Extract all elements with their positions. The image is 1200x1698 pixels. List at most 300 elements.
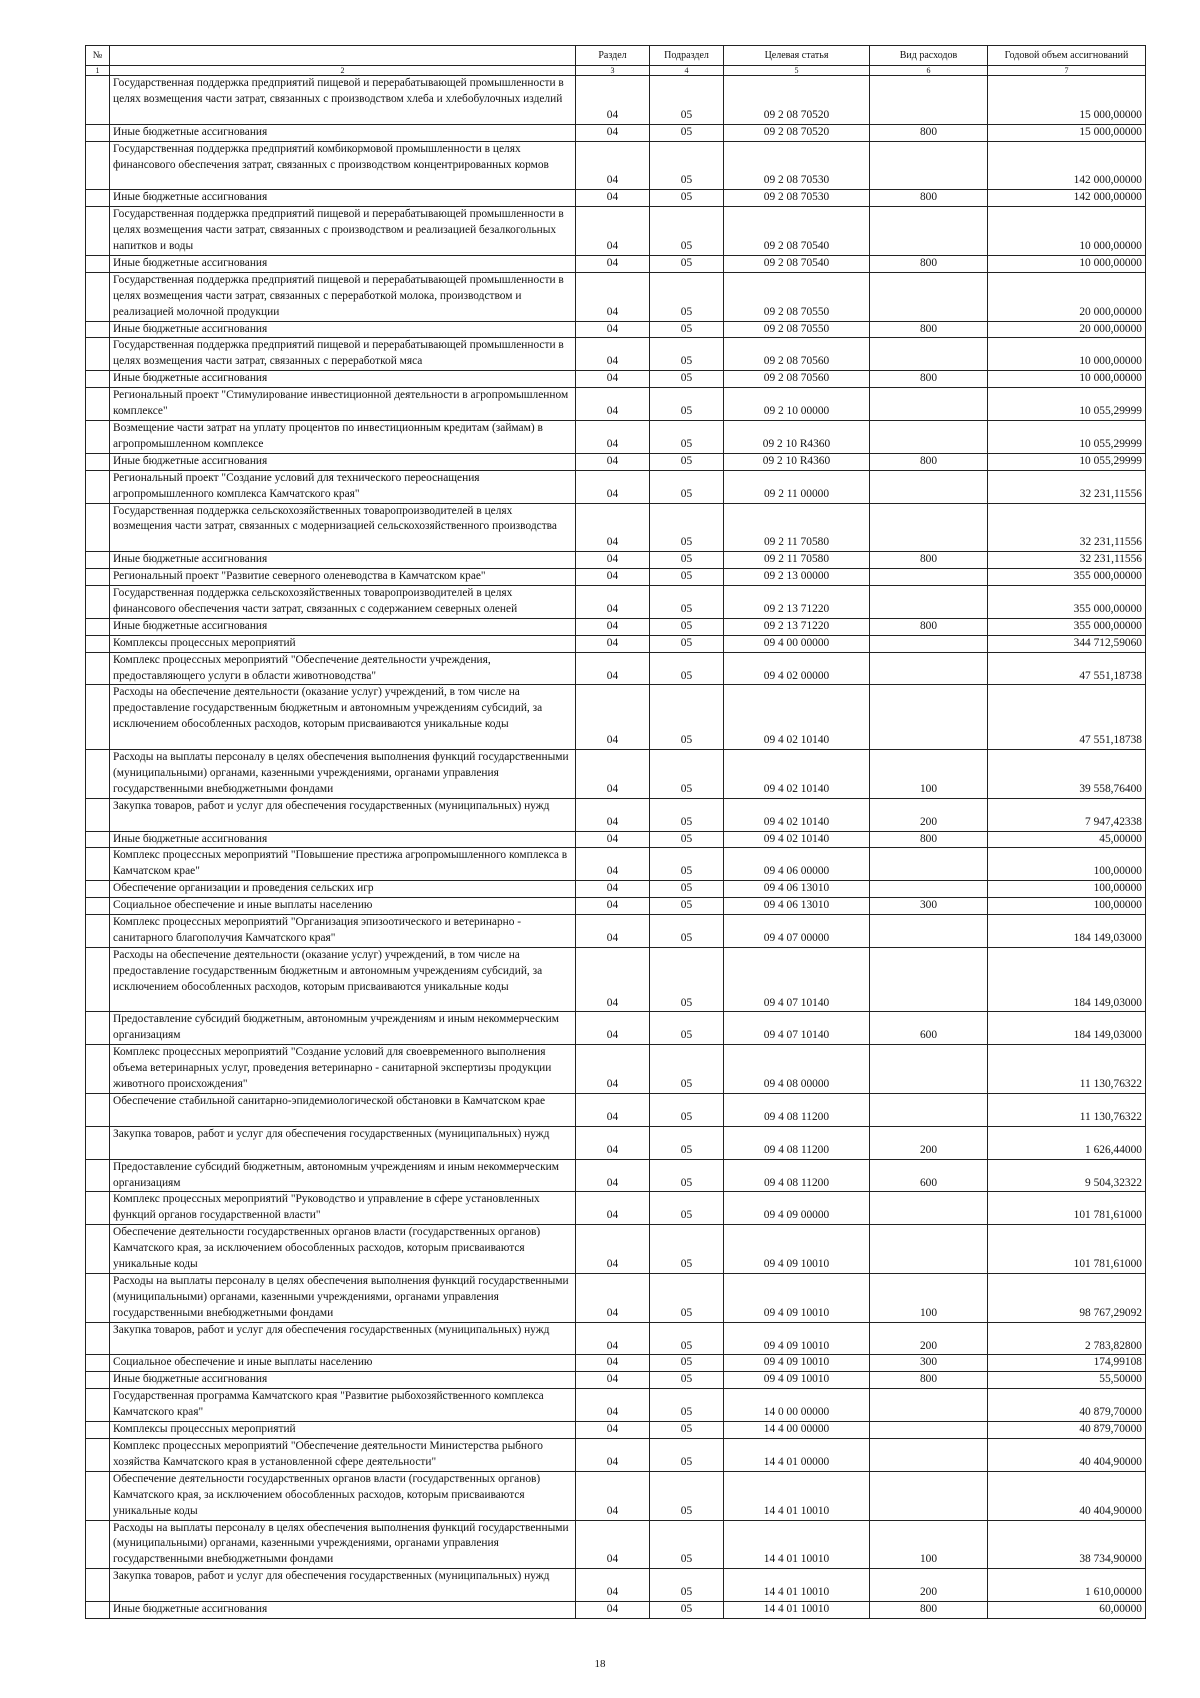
row-razdel-cell: 04 — [576, 569, 650, 586]
row-expense-type-cell — [870, 915, 988, 948]
table-row — [86, 552, 1146, 569]
row-name-cell: Региональный проект "Создание условий для технического переоснащения агропромышленного комплекса Камчатского края" — [110, 470, 576, 503]
row-razdel-cell: 04 — [576, 207, 650, 256]
header-col-number: 4 — [650, 66, 724, 76]
row-razdel-cell: 04 — [576, 1355, 650, 1372]
row-amount-cell: 344 712,59060 — [988, 635, 1146, 652]
row-name-cell: Комплекс процессных мероприятий "Обеспечение деятельности учреждения, предоставляющего услуги в области животноводства" — [110, 652, 576, 685]
table-row — [86, 685, 1146, 750]
row-razdel-cell: 04 — [576, 848, 650, 881]
row-amount-cell: 32 231,11556 — [988, 470, 1146, 503]
row-amount-cell: 174,99108 — [988, 1355, 1146, 1372]
row-expense-type-cell — [870, 272, 988, 321]
row-expense-type-cell: 800 — [870, 552, 988, 569]
row-number-cell — [86, 915, 110, 948]
row-razdel-cell: 04 — [576, 552, 650, 569]
row-target-article-cell: 09 4 07 10140 — [724, 947, 870, 1012]
row-number-cell — [86, 1159, 110, 1192]
row-razdel-cell: 04 — [576, 1569, 650, 1602]
header-annual-amount: Годовой объем ассигнований — [988, 46, 1146, 66]
table-row — [86, 190, 1146, 207]
row-expense-type-cell: 200 — [870, 1569, 988, 1602]
table-row — [86, 569, 1146, 586]
row-expense-type-cell: 200 — [870, 1322, 988, 1355]
row-number-cell — [86, 1439, 110, 1472]
row-podrazdel-cell: 05 — [650, 1012, 724, 1045]
row-amount-cell: 39 558,76400 — [988, 750, 1146, 799]
table-row — [86, 272, 1146, 321]
row-target-article-cell: 09 4 02 10140 — [724, 750, 870, 799]
table-row — [86, 420, 1146, 453]
row-number-cell — [86, 618, 110, 635]
row-number-cell — [86, 1372, 110, 1389]
row-expense-type-cell: 800 — [870, 618, 988, 635]
row-number-cell — [86, 569, 110, 586]
row-razdel-cell: 04 — [576, 1094, 650, 1127]
row-expense-type-cell — [870, 685, 988, 750]
row-amount-cell: 184 149,03000 — [988, 1012, 1146, 1045]
header-col-number: 2 — [110, 66, 576, 76]
table-row — [86, 388, 1146, 421]
row-expense-type-cell: 800 — [870, 124, 988, 141]
row-name-cell: Иные бюджетные ассигнования — [110, 190, 576, 207]
row-name-cell: Возмещение части затрат на уплату процентов по инвестиционным кредитам (займам) в агропромышленном комплексе — [110, 420, 576, 453]
table-row — [86, 1012, 1146, 1045]
row-amount-cell: 11 130,76322 — [988, 1094, 1146, 1127]
row-amount-cell: 11 130,76322 — [988, 1045, 1146, 1094]
row-razdel-cell: 04 — [576, 685, 650, 750]
table-body — [86, 76, 1146, 1619]
header-podrazdel: Подраздел — [650, 46, 724, 66]
header-col-number: 3 — [576, 66, 650, 76]
row-expense-type-cell — [870, 1045, 988, 1094]
row-razdel-cell: 04 — [576, 915, 650, 948]
row-expense-type-cell: 800 — [870, 453, 988, 470]
row-number-cell — [86, 1045, 110, 1094]
row-number-cell — [86, 652, 110, 685]
row-podrazdel-cell: 05 — [650, 338, 724, 371]
row-podrazdel-cell: 05 — [650, 831, 724, 848]
row-expense-type-cell — [870, 635, 988, 652]
row-number-cell — [86, 321, 110, 338]
row-name-cell: Иные бюджетные ассигнования — [110, 618, 576, 635]
row-expense-type-cell — [870, 338, 988, 371]
row-name-cell: Социальное обеспечение и иные выплаты населению — [110, 898, 576, 915]
row-target-article-cell: 09 4 06 13010 — [724, 898, 870, 915]
row-name-cell: Предоставление субсидий бюджетным, автономным учреждениям и иным некоммерческим организациям — [110, 1012, 576, 1045]
table-row — [86, 338, 1146, 371]
row-podrazdel-cell: 05 — [650, 750, 724, 799]
row-podrazdel-cell: 05 — [650, 1094, 724, 1127]
row-amount-cell: 32 231,11556 — [988, 552, 1146, 569]
table-row — [86, 124, 1146, 141]
row-amount-cell: 100,00000 — [988, 848, 1146, 881]
header-expense-type: Вид расходов — [870, 46, 988, 66]
row-expense-type-cell: 100 — [870, 1520, 988, 1569]
header-row — [86, 46, 1146, 66]
row-name-cell: Комплекс процессных мероприятий "Повышение престижа агропромышленного комплекса в Камчатском крае" — [110, 848, 576, 881]
row-name-cell: Предоставление субсидий бюджетным, автономным учреждениям и иным некоммерческим организациям — [110, 1159, 576, 1192]
table-row — [86, 618, 1146, 635]
row-number-cell — [86, 338, 110, 371]
row-razdel-cell: 04 — [576, 190, 650, 207]
row-podrazdel-cell: 05 — [650, 1372, 724, 1389]
row-podrazdel-cell: 05 — [650, 1192, 724, 1225]
row-target-article-cell: 09 4 06 13010 — [724, 881, 870, 898]
row-target-article-cell: 14 4 01 10010 — [724, 1471, 870, 1520]
row-name-cell: Иные бюджетные ассигнования — [110, 1602, 576, 1619]
row-podrazdel-cell: 05 — [650, 141, 724, 190]
row-name-cell: Региональный проект "Развитие северного оленеводства в Камчатском крае" — [110, 569, 576, 586]
table-row — [86, 321, 1146, 338]
row-target-article-cell: 09 2 08 70550 — [724, 272, 870, 321]
table-row — [86, 881, 1146, 898]
table-row — [86, 1389, 1146, 1422]
row-podrazdel-cell: 05 — [650, 76, 724, 125]
row-target-article-cell: 09 2 10 R4360 — [724, 453, 870, 470]
row-target-article-cell: 09 4 09 10010 — [724, 1372, 870, 1389]
row-target-article-cell: 09 2 08 70550 — [724, 321, 870, 338]
row-razdel-cell: 04 — [576, 503, 650, 552]
row-name-cell: Комплекс процессных мероприятий "Создание условий для своевременного выполнения объема ветеринарных услуг, проведения ветеринарно - санитарной экспертизы продукции животного происхождения" — [110, 1045, 576, 1094]
header-col-number: 1 — [86, 66, 110, 76]
row-number-cell — [86, 1094, 110, 1127]
row-razdel-cell: 04 — [576, 388, 650, 421]
row-number-cell — [86, 881, 110, 898]
row-podrazdel-cell: 05 — [650, 1520, 724, 1569]
row-amount-cell: 47 551,18738 — [988, 685, 1146, 750]
row-amount-cell: 184 149,03000 — [988, 947, 1146, 1012]
row-amount-cell: 40 879,70000 — [988, 1422, 1146, 1439]
table-row — [86, 76, 1146, 125]
row-name-cell: Государственная поддержка предприятий комбикормовой промышленности в целях финансового обеспечения затрат, связанных с производством концентрированных кормов — [110, 141, 576, 190]
row-amount-cell: 10 000,00000 — [988, 338, 1146, 371]
header-target-article: Целевая статья — [724, 46, 870, 66]
row-target-article-cell: 14 0 00 00000 — [724, 1389, 870, 1422]
row-expense-type-cell — [870, 1389, 988, 1422]
row-podrazdel-cell: 05 — [650, 915, 724, 948]
row-target-article-cell: 09 4 08 00000 — [724, 1045, 870, 1094]
row-name-cell: Государственная поддержка предприятий пищевой и перерабатывающей промышленности в целях возмещения части затрат, связанных с производством и реализацией безалкогольных напитков и воды — [110, 207, 576, 256]
table-row — [86, 1192, 1146, 1225]
row-podrazdel-cell: 05 — [650, 1439, 724, 1472]
row-name-cell: Государственная поддержка предприятий пищевой и перерабатывающей промышленности в целях возмещения части затрат, связанных с переработкой мяса — [110, 338, 576, 371]
row-expense-type-cell: 800 — [870, 1372, 988, 1389]
table-row — [86, 848, 1146, 881]
row-razdel-cell: 04 — [576, 1045, 650, 1094]
row-expense-type-cell: 300 — [870, 898, 988, 915]
table-row — [86, 1471, 1146, 1520]
table-row — [86, 1126, 1146, 1159]
row-name-cell: Комплекс процессных мероприятий "Обеспечение деятельности Министерства рыбного хозяйства Камчатского края в установленной сфере деятельности" — [110, 1439, 576, 1472]
header-razdel: Раздел — [576, 46, 650, 66]
row-number-cell — [86, 1389, 110, 1422]
table-row — [86, 1520, 1146, 1569]
row-name-cell: Иные бюджетные ассигнования — [110, 255, 576, 272]
row-expense-type-cell — [870, 586, 988, 619]
row-amount-cell: 20 000,00000 — [988, 321, 1146, 338]
row-amount-cell: 1 626,44000 — [988, 1126, 1146, 1159]
row-name-cell: Государственная поддержка предприятий пищевой и перерабатывающей промышленности в целях возмещения части затрат, связанных с переработкой молока, производством и реализацией молочной продукции — [110, 272, 576, 321]
row-podrazdel-cell: 05 — [650, 586, 724, 619]
row-amount-cell: 142 000,00000 — [988, 141, 1146, 190]
row-amount-cell: 15 000,00000 — [988, 76, 1146, 125]
row-target-article-cell: 09 4 06 00000 — [724, 848, 870, 881]
table-row — [86, 915, 1146, 948]
row-podrazdel-cell: 05 — [650, 685, 724, 750]
row-name-cell: Обеспечение организации и проведения сельских игр — [110, 881, 576, 898]
row-amount-cell: 10 055,29999 — [988, 388, 1146, 421]
row-number-cell — [86, 388, 110, 421]
row-target-article-cell: 09 4 02 10140 — [724, 685, 870, 750]
table-row — [86, 798, 1146, 831]
row-number-cell — [86, 272, 110, 321]
row-target-article-cell: 09 2 10 R4360 — [724, 420, 870, 453]
table-row — [86, 1569, 1146, 1602]
row-amount-cell: 10 055,29999 — [988, 420, 1146, 453]
row-target-article-cell: 09 4 09 10010 — [724, 1355, 870, 1372]
row-podrazdel-cell: 05 — [650, 898, 724, 915]
row-amount-cell: 2 783,82800 — [988, 1322, 1146, 1355]
row-expense-type-cell — [870, 1422, 988, 1439]
row-razdel-cell: 04 — [576, 1225, 650, 1274]
row-podrazdel-cell: 05 — [650, 1159, 724, 1192]
row-number-cell — [86, 848, 110, 881]
row-expense-type-cell — [870, 1094, 988, 1127]
row-target-article-cell: 09 4 02 00000 — [724, 652, 870, 685]
row-amount-cell: 10 055,29999 — [988, 453, 1146, 470]
row-number-cell — [86, 420, 110, 453]
row-podrazdel-cell: 05 — [650, 503, 724, 552]
row-amount-cell: 20 000,00000 — [988, 272, 1146, 321]
header-number: № — [86, 46, 110, 66]
row-expense-type-cell — [870, 947, 988, 1012]
row-expense-type-cell — [870, 569, 988, 586]
row-razdel-cell: 04 — [576, 76, 650, 125]
row-number-cell — [86, 503, 110, 552]
row-name-cell: Социальное обеспечение и иные выплаты населению — [110, 1355, 576, 1372]
row-number-cell — [86, 1273, 110, 1322]
row-expense-type-cell — [870, 1471, 988, 1520]
row-amount-cell: 98 767,29092 — [988, 1273, 1146, 1322]
table-row — [86, 1439, 1146, 1472]
row-name-cell: Обеспечение деятельности государственных органов власти (государственных органов) Камчатского края, за исключением обособленных расходов, которым присваиваются уникальные коды — [110, 1471, 576, 1520]
row-name-cell: Иные бюджетные ассигнования — [110, 831, 576, 848]
row-expense-type-cell: 800 — [870, 1602, 988, 1619]
row-podrazdel-cell: 05 — [650, 1225, 724, 1274]
table-row — [86, 1045, 1146, 1094]
row-number-cell — [86, 1569, 110, 1602]
row-target-article-cell: 09 2 08 70530 — [724, 190, 870, 207]
row-razdel-cell: 04 — [576, 750, 650, 799]
row-expense-type-cell: 800 — [870, 371, 988, 388]
row-expense-type-cell: 100 — [870, 1273, 988, 1322]
row-number-cell — [86, 831, 110, 848]
row-number-cell — [86, 1355, 110, 1372]
row-expense-type-cell: 600 — [870, 1159, 988, 1192]
row-number-cell — [86, 635, 110, 652]
row-razdel-cell: 04 — [576, 141, 650, 190]
table-row — [86, 1355, 1146, 1372]
table-row — [86, 831, 1146, 848]
row-podrazdel-cell: 05 — [650, 881, 724, 898]
table-row — [86, 586, 1146, 619]
table-row — [86, 141, 1146, 190]
row-razdel-cell: 04 — [576, 635, 650, 652]
header-col-number: 6 — [870, 66, 988, 76]
row-razdel-cell: 04 — [576, 1471, 650, 1520]
table-row — [86, 1094, 1146, 1127]
row-razdel-cell: 04 — [576, 652, 650, 685]
row-target-article-cell: 09 2 11 70580 — [724, 503, 870, 552]
row-razdel-cell: 04 — [576, 453, 650, 470]
row-name-cell: Закупка товаров, работ и услуг для обеспечения государственных (муниципальных) нужд — [110, 798, 576, 831]
budget-table — [85, 45, 1146, 1619]
row-name-cell: Государственная поддержка сельскохозяйственных товаропроизводителей в целях финансового обеспечения части затрат, связанных с содержанием северных оленей — [110, 586, 576, 619]
row-razdel-cell: 04 — [576, 831, 650, 848]
row-razdel-cell: 04 — [576, 420, 650, 453]
row-expense-type-cell — [870, 470, 988, 503]
table-row — [86, 1322, 1146, 1355]
row-number-cell — [86, 898, 110, 915]
row-name-cell: Закупка товаров, работ и услуг для обеспечения государственных (муниципальных) нужд — [110, 1569, 576, 1602]
row-podrazdel-cell: 05 — [650, 272, 724, 321]
row-expense-type-cell: 800 — [870, 190, 988, 207]
row-name-cell: Комплекс процессных мероприятий "Организация эпизоотического и ветеринарно - санитарного благополучия Камчатского края" — [110, 915, 576, 948]
row-razdel-cell: 04 — [576, 272, 650, 321]
header-numbers-row — [86, 66, 1146, 76]
row-number-cell — [86, 1322, 110, 1355]
row-razdel-cell: 04 — [576, 1192, 650, 1225]
row-amount-cell: 184 149,03000 — [988, 915, 1146, 948]
table-row — [86, 1273, 1146, 1322]
row-podrazdel-cell: 05 — [650, 635, 724, 652]
row-amount-cell: 101 781,61000 — [988, 1225, 1146, 1274]
row-number-cell — [86, 1520, 110, 1569]
row-number-cell — [86, 1126, 110, 1159]
row-amount-cell: 55,50000 — [988, 1372, 1146, 1389]
row-podrazdel-cell: 05 — [650, 798, 724, 831]
row-podrazdel-cell: 05 — [650, 388, 724, 421]
row-number-cell — [86, 947, 110, 1012]
row-number-cell — [86, 453, 110, 470]
row-podrazdel-cell: 05 — [650, 1355, 724, 1372]
row-expense-type-cell — [870, 1192, 988, 1225]
row-expense-type-cell — [870, 881, 988, 898]
table-row — [86, 1372, 1146, 1389]
table-row — [86, 652, 1146, 685]
row-razdel-cell: 04 — [576, 1012, 650, 1045]
row-name-cell: Иные бюджетные ассигнования — [110, 453, 576, 470]
row-expense-type-cell — [870, 141, 988, 190]
row-razdel-cell: 04 — [576, 1602, 650, 1619]
row-expense-type-cell: 800 — [870, 321, 988, 338]
table-row — [86, 635, 1146, 652]
row-podrazdel-cell: 05 — [650, 552, 724, 569]
row-amount-cell: 10 000,00000 — [988, 371, 1146, 388]
row-podrazdel-cell: 05 — [650, 124, 724, 141]
row-amount-cell: 38 734,90000 — [988, 1520, 1146, 1569]
row-podrazdel-cell: 05 — [650, 1602, 724, 1619]
row-name-cell: Закупка товаров, работ и услуг для обеспечения государственных (муниципальных) нужд — [110, 1126, 576, 1159]
table-row — [86, 1225, 1146, 1274]
row-target-article-cell: 09 4 08 11200 — [724, 1094, 870, 1127]
row-name-cell: Государственная поддержка сельскохозяйственных товаропроизводителей в целях возмещения части затрат, связанных с модернизацией сельскохозяйственного производства — [110, 503, 576, 552]
table-row — [86, 255, 1146, 272]
row-target-article-cell: 09 4 02 10140 — [724, 831, 870, 848]
row-razdel-cell: 04 — [576, 1439, 650, 1472]
row-target-article-cell: 14 4 01 10010 — [724, 1520, 870, 1569]
row-amount-cell: 15 000,00000 — [988, 124, 1146, 141]
row-number-cell — [86, 1602, 110, 1619]
row-target-article-cell: 09 4 09 10010 — [724, 1225, 870, 1274]
row-number-cell — [86, 76, 110, 125]
row-number-cell — [86, 1012, 110, 1045]
row-target-article-cell: 09 2 10 00000 — [724, 388, 870, 421]
row-number-cell — [86, 586, 110, 619]
row-target-article-cell: 14 4 01 10010 — [724, 1569, 870, 1602]
row-razdel-cell: 04 — [576, 798, 650, 831]
row-podrazdel-cell: 05 — [650, 420, 724, 453]
row-expense-type-cell: 200 — [870, 798, 988, 831]
row-target-article-cell: 09 2 13 71220 — [724, 618, 870, 635]
row-target-article-cell: 09 4 09 10010 — [724, 1322, 870, 1355]
row-podrazdel-cell: 05 — [650, 1322, 724, 1355]
row-podrazdel-cell: 05 — [650, 321, 724, 338]
row-name-cell: Расходы на выплаты персоналу в целях обеспечения выполнения функций государственными (муниципальными) органами, казенными учреждениями, органами управления государственными внебюджетными фондами — [110, 1273, 576, 1322]
row-amount-cell: 9 504,32322 — [988, 1159, 1146, 1192]
row-amount-cell: 355 000,00000 — [988, 569, 1146, 586]
row-number-cell — [86, 141, 110, 190]
row-expense-type-cell — [870, 503, 988, 552]
row-target-article-cell: 14 4 01 00000 — [724, 1439, 870, 1472]
row-razdel-cell: 04 — [576, 618, 650, 635]
row-podrazdel-cell: 05 — [650, 1273, 724, 1322]
row-podrazdel-cell: 05 — [650, 1389, 724, 1422]
table-row — [86, 207, 1146, 256]
row-number-cell — [86, 255, 110, 272]
row-name-cell: Комплекс процессных мероприятий "Руководство и управление в сфере установленных функций органов государственной власти" — [110, 1192, 576, 1225]
row-expense-type-cell: 300 — [870, 1355, 988, 1372]
row-number-cell — [86, 750, 110, 799]
row-number-cell — [86, 552, 110, 569]
row-target-article-cell: 09 4 07 10140 — [724, 1012, 870, 1045]
row-razdel-cell: 04 — [576, 338, 650, 371]
row-target-article-cell: 09 2 13 71220 — [724, 586, 870, 619]
row-razdel-cell: 04 — [576, 586, 650, 619]
table-row — [86, 1422, 1146, 1439]
row-expense-type-cell — [870, 848, 988, 881]
row-name-cell: Комплексы процессных мероприятий — [110, 635, 576, 652]
row-expense-type-cell — [870, 388, 988, 421]
row-name-cell: Обеспечение деятельности государственных органов власти (государственных органов) Камчатского края, за исключением обособленных расходов, которым присваиваются уникальные коды — [110, 1225, 576, 1274]
row-podrazdel-cell: 05 — [650, 569, 724, 586]
table-row — [86, 503, 1146, 552]
row-razdel-cell: 04 — [576, 321, 650, 338]
row-expense-type-cell: 100 — [870, 750, 988, 799]
row-target-article-cell: 09 2 08 70530 — [724, 141, 870, 190]
row-razdel-cell: 04 — [576, 124, 650, 141]
row-target-article-cell: 09 2 11 00000 — [724, 470, 870, 503]
row-podrazdel-cell: 05 — [650, 1126, 724, 1159]
table-row — [86, 470, 1146, 503]
row-expense-type-cell — [870, 207, 988, 256]
row-razdel-cell: 04 — [576, 255, 650, 272]
row-amount-cell: 10 000,00000 — [988, 207, 1146, 256]
row-razdel-cell: 04 — [576, 1126, 650, 1159]
row-podrazdel-cell: 05 — [650, 652, 724, 685]
row-name-cell: Иные бюджетные ассигнования — [110, 552, 576, 569]
